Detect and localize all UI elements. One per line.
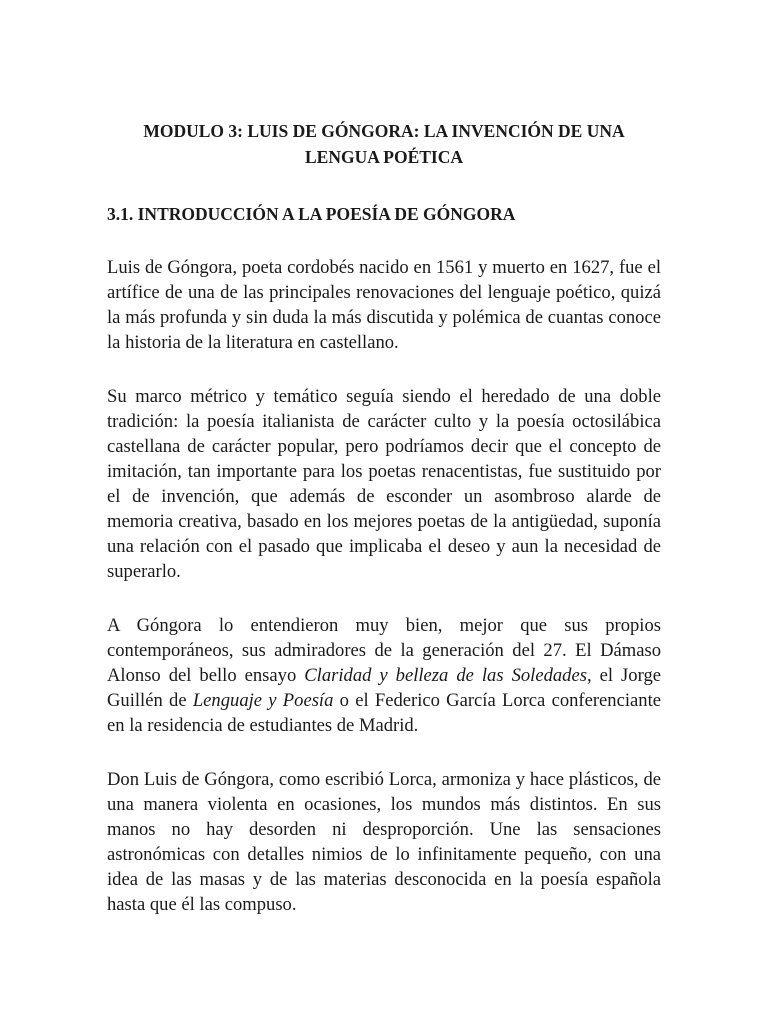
- section-heading: 3.1. INTRODUCCIÓN A LA POESÍA DE GÓNGORA: [107, 204, 516, 224]
- document-title: [107, 118, 661, 170]
- book-title-claridad: Claridad y belleza de las Soledades: [304, 665, 587, 686]
- paragraph-1: Luis de Góngora, poeta cordobés nacido en 1561 y muerto en 1627, fue el artífice de una de las principales renovaciones del lenguaje poético, quizá la más profunda y sin duda la más discutida y polémica de cuantas conoce la historia de la literatura en castellano.: [107, 257, 661, 353]
- title-line-1: MODULO 3: LUIS DE GÓNGORA: LA INVENCIÓN DE UNA: [143, 121, 625, 141]
- paragraph-2: Su marco métrico y temático seguía siendo el heredado de una doble tradición: la poesía italianista de carácter culto y la poesía octosilábica castellana de carácter popular, pero podríamos decir que el concepto de imitación, tan importante para los poetas renacentistas, fue sustituido por el de invención, que además de esconder un asombroso alarde de memoria creativa, basado en los mejores poetas de la antigüedad, suponía una relación con el pasado que implicaba el deseo y aun la necesidad de superarlo.: [107, 386, 661, 582]
- document-page: [107, 118, 661, 917]
- book-title-lenguaje: Lenguaje y Poesía: [192, 690, 334, 711]
- paragraph-3: [107, 613, 661, 738]
- paragraph-4: Don Luis de Góngora, como escribió Lorca, armoniza y hace plásticos, de una manera violenta en ocasiones, los mundos más distintos. En sus manos no hay desorden ni desproporción. Une las sensaciones astronómicas con detalles nimios de lo infinitamente pequeño, con una idea de las masas y de las materias desconocida en la poesía española hasta que él las compuso.: [107, 769, 661, 915]
- title-line-2: LENGUA POÉTICA: [304, 147, 463, 167]
- paragraph-3-text-2: , el Jorge Guillén de: [107, 665, 661, 711]
- paragraph-3-text-3: o el Federico García Lorca conferenciante en la residencia de estudiantes de Madrid.: [107, 690, 661, 736]
- paragraph-3-text-1: A Góngora lo entendieron muy bien, mejor que sus propios contemporáneos, sus admiradores de la generación del 27. El Dámaso Alonso del bello ensayo: [107, 615, 661, 686]
